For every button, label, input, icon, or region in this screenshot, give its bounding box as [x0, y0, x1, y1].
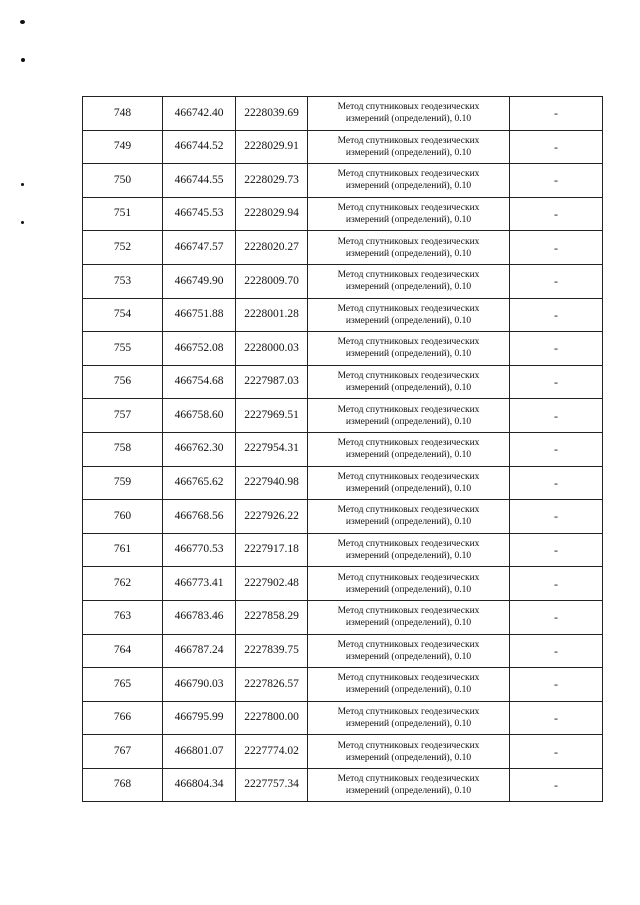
scan-speck-mark	[21, 58, 25, 62]
extra-cell: -	[510, 130, 603, 164]
method-accuracy-cell	[308, 735, 510, 769]
x-coordinate-cell: 466790.03	[163, 668, 236, 702]
x-coordinate-cell: 466773.41	[163, 567, 236, 601]
method-accuracy-cell	[308, 668, 510, 702]
method-line-2: измерений (определений), 0.10	[345, 483, 472, 494]
point-number-cell: 755	[83, 332, 163, 366]
x-coordinate-cell: 466745.53	[163, 197, 236, 231]
x-coordinate-cell: 466783.46	[163, 600, 236, 634]
y-coordinate-cell: 2227800.00	[236, 701, 308, 735]
method-line-1: Метод спутниковых геодезических	[337, 404, 480, 415]
point-number-cell: 753	[83, 264, 163, 298]
point-number-cell: 761	[83, 533, 163, 567]
table-row	[83, 97, 603, 131]
method-accuracy-cell	[308, 130, 510, 164]
extra-cell: -	[510, 231, 603, 265]
extra-cell: -	[510, 600, 603, 634]
y-coordinate-cell: 2228000.03	[236, 332, 308, 366]
method-line-2: измерений (определений), 0.10	[345, 114, 472, 125]
y-coordinate-cell: 2228039.69	[236, 97, 308, 131]
point-number-cell: 764	[83, 634, 163, 668]
extra-cell: -	[510, 399, 603, 433]
method-line-2: измерений (определений), 0.10	[345, 786, 472, 797]
method-accuracy-cell	[308, 432, 510, 466]
method-accuracy-cell	[308, 399, 510, 433]
method-line-1: Метод спутниковых геодезических	[337, 438, 480, 449]
y-coordinate-cell: 2227839.75	[236, 634, 308, 668]
method-line-2: измерений (определений), 0.10	[345, 349, 472, 360]
method-line-1: Метод спутниковых геодезических	[337, 740, 480, 751]
method-line-2: измерений (определений), 0.10	[345, 282, 472, 293]
y-coordinate-cell: 2227826.57	[236, 668, 308, 702]
scan-speck-mark	[21, 183, 24, 186]
table-row	[83, 231, 603, 265]
scan-speck-mark	[21, 221, 24, 224]
extra-cell: -	[510, 432, 603, 466]
extra-cell: -	[510, 164, 603, 198]
y-coordinate-cell: 2228029.73	[236, 164, 308, 198]
table-row	[83, 164, 603, 198]
method-line-1: Метод спутниковых геодезических	[337, 505, 480, 516]
y-coordinate-cell: 2227926.22	[236, 500, 308, 534]
extra-cell: -	[510, 701, 603, 735]
y-coordinate-cell: 2228009.70	[236, 264, 308, 298]
table-row	[83, 567, 603, 601]
y-coordinate-cell: 2227969.51	[236, 399, 308, 433]
point-number-cell: 762	[83, 567, 163, 601]
point-number-cell: 768	[83, 768, 163, 802]
method-line-1: Метод спутниковых геодезических	[337, 774, 480, 785]
x-coordinate-cell: 466742.40	[163, 97, 236, 131]
x-coordinate-cell: 466787.24	[163, 634, 236, 668]
table-row	[83, 768, 603, 802]
method-line-2: измерений (определений), 0.10	[345, 315, 472, 326]
method-line-2: измерений (определений), 0.10	[345, 450, 472, 461]
y-coordinate-cell: 2228029.91	[236, 130, 308, 164]
method-accuracy-cell	[308, 600, 510, 634]
x-coordinate-cell: 466768.56	[163, 500, 236, 534]
extra-cell: -	[510, 500, 603, 534]
method-accuracy-cell	[308, 567, 510, 601]
method-line-2: измерений (определений), 0.10	[345, 651, 472, 662]
method-accuracy-cell	[308, 164, 510, 198]
method-accuracy-cell	[308, 466, 510, 500]
method-line-2: измерений (определений), 0.10	[345, 416, 472, 427]
extra-cell: -	[510, 264, 603, 298]
table-row	[83, 634, 603, 668]
extra-cell: -	[510, 668, 603, 702]
point-number-cell: 758	[83, 432, 163, 466]
extra-cell: -	[510, 332, 603, 366]
point-number-cell: 763	[83, 600, 163, 634]
point-number-cell: 756	[83, 365, 163, 399]
table-row	[83, 130, 603, 164]
method-line-2: измерений (определений), 0.10	[345, 147, 472, 158]
coordinates-table	[82, 96, 603, 802]
method-line-2: измерений (определений), 0.10	[345, 551, 472, 562]
method-line-1: Метод спутниковых геодезических	[337, 706, 480, 717]
method-line-1: Метод спутниковых геодезических	[337, 270, 480, 281]
method-line-2: измерений (определений), 0.10	[345, 584, 472, 595]
y-coordinate-cell: 2227858.29	[236, 600, 308, 634]
method-line-1: Метод спутниковых геодезических	[337, 337, 480, 348]
x-coordinate-cell: 466804.34	[163, 768, 236, 802]
point-number-cell: 750	[83, 164, 163, 198]
y-coordinate-cell: 2227757.34	[236, 768, 308, 802]
extra-cell: -	[510, 768, 603, 802]
table-row	[83, 399, 603, 433]
method-accuracy-cell	[308, 264, 510, 298]
point-number-cell: 760	[83, 500, 163, 534]
method-accuracy-cell	[308, 533, 510, 567]
x-coordinate-cell: 466795.99	[163, 701, 236, 735]
point-number-cell: 766	[83, 701, 163, 735]
table-row	[83, 600, 603, 634]
y-coordinate-cell: 2227917.18	[236, 533, 308, 567]
x-coordinate-cell: 466765.62	[163, 466, 236, 500]
point-number-cell: 752	[83, 231, 163, 265]
extra-cell: -	[510, 197, 603, 231]
table-row	[83, 298, 603, 332]
table-row	[83, 432, 603, 466]
method-line-2: измерений (определений), 0.10	[345, 752, 472, 763]
extra-cell: -	[510, 365, 603, 399]
method-accuracy-cell	[308, 634, 510, 668]
coordinates-table-body	[83, 97, 603, 802]
y-coordinate-cell: 2227940.98	[236, 466, 308, 500]
method-line-2: измерений (определений), 0.10	[345, 517, 472, 528]
y-coordinate-cell: 2227902.48	[236, 567, 308, 601]
method-accuracy-cell	[308, 298, 510, 332]
table-row	[83, 735, 603, 769]
extra-cell: -	[510, 735, 603, 769]
extra-cell: -	[510, 634, 603, 668]
x-coordinate-cell: 466801.07	[163, 735, 236, 769]
x-coordinate-cell: 466754.68	[163, 365, 236, 399]
y-coordinate-cell: 2228029.94	[236, 197, 308, 231]
point-number-cell: 757	[83, 399, 163, 433]
method-line-1: Метод спутниковых геодезических	[337, 572, 480, 583]
scan-speck-mark	[20, 20, 25, 24]
method-line-1: Метод спутниковых геодезических	[337, 673, 480, 684]
method-line-2: измерений (определений), 0.10	[345, 248, 472, 259]
extra-cell: -	[510, 298, 603, 332]
table-row	[83, 701, 603, 735]
extra-cell: -	[510, 533, 603, 567]
extra-cell: -	[510, 97, 603, 131]
method-line-2: измерений (определений), 0.10	[345, 685, 472, 696]
x-coordinate-cell: 466752.08	[163, 332, 236, 366]
method-line-1: Метод спутниковых геодезических	[337, 303, 480, 314]
table-row	[83, 466, 603, 500]
method-accuracy-cell	[308, 365, 510, 399]
extra-cell: -	[510, 466, 603, 500]
point-number-cell: 748	[83, 97, 163, 131]
table-row	[83, 533, 603, 567]
method-line-1: Метод спутниковых геодезических	[337, 203, 480, 214]
table-row	[83, 197, 603, 231]
table-row	[83, 264, 603, 298]
method-line-1: Метод спутниковых геодезических	[337, 471, 480, 482]
y-coordinate-cell: 2227774.02	[236, 735, 308, 769]
method-line-2: измерений (определений), 0.10	[345, 383, 472, 394]
point-number-cell: 759	[83, 466, 163, 500]
method-accuracy-cell	[308, 332, 510, 366]
x-coordinate-cell: 466762.30	[163, 432, 236, 466]
method-line-1: Метод спутниковых геодезических	[337, 606, 480, 617]
table-row	[83, 500, 603, 534]
method-line-2: измерений (определений), 0.10	[345, 181, 472, 192]
method-line-1: Метод спутниковых геодезических	[337, 102, 480, 113]
point-number-cell: 749	[83, 130, 163, 164]
method-line-2: измерений (определений), 0.10	[345, 718, 472, 729]
point-number-cell: 767	[83, 735, 163, 769]
method-accuracy-cell	[308, 97, 510, 131]
x-coordinate-cell: 466751.88	[163, 298, 236, 332]
method-line-1: Метод спутниковых геодезических	[337, 135, 480, 146]
method-accuracy-cell	[308, 231, 510, 265]
point-number-cell: 754	[83, 298, 163, 332]
method-line-2: измерений (определений), 0.10	[345, 618, 472, 629]
point-number-cell: 751	[83, 197, 163, 231]
x-coordinate-cell: 466749.90	[163, 264, 236, 298]
table-row	[83, 668, 603, 702]
y-coordinate-cell: 2228001.28	[236, 298, 308, 332]
method-line-1: Метод спутниковых геодезических	[337, 236, 480, 247]
method-line-1: Метод спутниковых геодезических	[337, 169, 480, 180]
method-accuracy-cell	[308, 768, 510, 802]
x-coordinate-cell: 466758.60	[163, 399, 236, 433]
method-line-1: Метод спутниковых геодезических	[337, 371, 480, 382]
method-accuracy-cell	[308, 197, 510, 231]
x-coordinate-cell: 466744.55	[163, 164, 236, 198]
method-accuracy-cell	[308, 701, 510, 735]
y-coordinate-cell: 2228020.27	[236, 231, 308, 265]
x-coordinate-cell: 466744.52	[163, 130, 236, 164]
point-number-cell: 765	[83, 668, 163, 702]
y-coordinate-cell: 2227987.03	[236, 365, 308, 399]
table-row	[83, 332, 603, 366]
method-line-1: Метод спутниковых геодезических	[337, 539, 480, 550]
table-row	[83, 365, 603, 399]
y-coordinate-cell: 2227954.31	[236, 432, 308, 466]
x-coordinate-cell: 466770.53	[163, 533, 236, 567]
method-accuracy-cell	[308, 500, 510, 534]
x-coordinate-cell: 466747.57	[163, 231, 236, 265]
method-line-2: измерений (определений), 0.10	[345, 215, 472, 226]
method-line-1: Метод спутниковых геодезических	[337, 639, 480, 650]
extra-cell: -	[510, 567, 603, 601]
